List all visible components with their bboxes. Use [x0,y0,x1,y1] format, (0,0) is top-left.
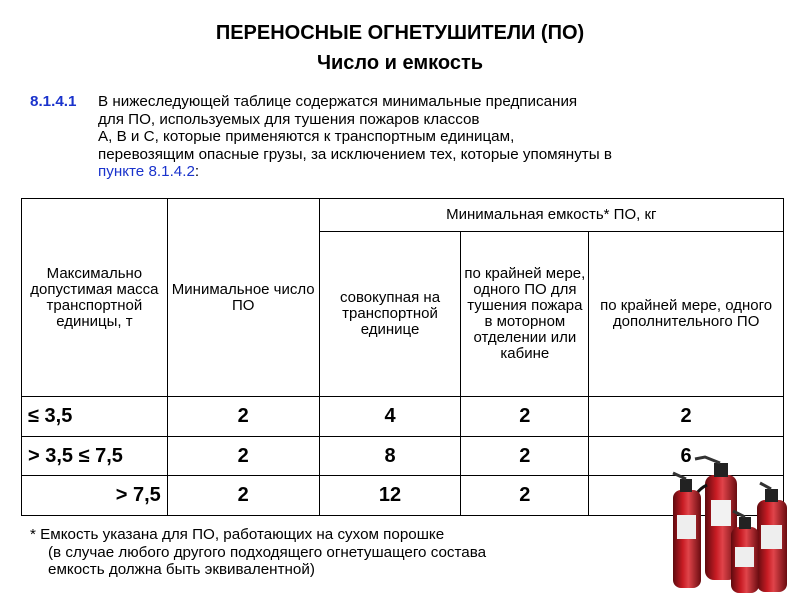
page-title: ПЕРЕНОСНЫЕ ОГНЕТУШИТЕЛИ (ПО) [215,22,585,44]
intro-line: А, В и С, которые применяются к транспортным единицам, [98,128,515,145]
header-min-count: Минимальное число ПО [167,199,319,397]
footnote-line: (в случае любого другого подходящего огнетушащего состава [48,543,487,561]
subheader-total: совокупная на транспортной единице [319,232,461,397]
intro-line-last [98,163,770,181]
page-subtitle: Число и емкость [316,52,484,74]
table-row [22,397,784,437]
cell-count: 2 [167,436,319,476]
cell-mass: > 7,5 [22,476,168,516]
intro-line: В нижеследующей таблице содержатся минимальные предписания [98,93,578,110]
footnote-line: * Емкость указана для ПО, работающих на сухом порошке [30,526,445,543]
cell-engine: 2 [461,397,589,437]
extinguisher-icon [673,473,701,588]
cell-count: 2 [167,476,319,516]
footnote-line: емкость должна быть эквивалентной) [48,561,315,578]
intro-line: для ПО, используемых для тушения пожаров классов [98,110,480,128]
header-max-mass: Максимально допустимая масса транспортной единицы, т [22,199,168,397]
cell-engine: 2 [461,476,589,516]
link-suffix: : [194,163,200,180]
extinguisher-icon [757,483,787,592]
cell-total: 12 [319,476,461,516]
cell-engine: 2 [461,436,589,476]
section-link[interactable]: пункте 8.1.4.2 [98,163,195,180]
section-number: 8.1.4.1 [30,93,77,110]
cell-total: 4 [319,397,461,437]
cell-extra: 2 [589,397,784,437]
intro-line: перевозящим опасные грузы, за исключением тех, которые упомянуты в [98,145,612,163]
cell-mass: ≤ 3,5 [22,397,168,437]
cell-extra: 6 [589,436,784,476]
cell-count: 2 [167,397,319,437]
subheader-engine: по крайней мере, одного ПО для тушения пожара в моторном отделении или кабине [461,232,589,397]
subheader-extra: по крайней мере, одного дополнительного ПО [589,232,784,397]
cell-mass: > 3,5 ≤ 7,5 [22,436,168,476]
header-min-capacity: Минимальная емкость* ПО, кг [319,199,783,232]
cell-total: 8 [319,436,461,476]
footnote [30,526,486,579]
fire-extinguishers-image [665,455,800,595]
intro-paragraph [30,93,770,181]
